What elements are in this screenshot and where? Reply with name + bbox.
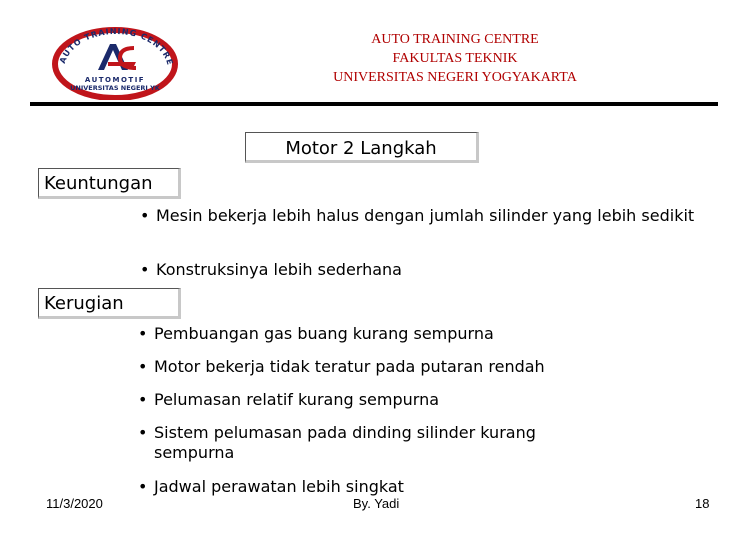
list-item: • Pelumasan relatif kurang sempurna [138,390,440,409]
auto-training-centre-logo [50,18,180,100]
institution-header [300,30,610,87]
footer-date: 11/3/2020 [46,496,103,511]
header-line-3: UNIVERSITAS NEGERI YOGYAKARTA [333,70,577,85]
header-divider [30,102,718,106]
logo-line-1: AUTOMOTIF [84,76,146,84]
list-item: • Konstruksinya lebih sederhana [140,260,402,279]
list-item: • Motor bekerja tidak teratur pada putaran rendah [138,357,545,376]
logo-arc-text: AUTO TRAINING CENTRE [57,26,175,67]
slide-title: Motor 2 Langkah [245,132,479,163]
header-line-1: AUTO TRAINING CENTRE [371,32,539,47]
list-item: • Jadwal perawatan lebih singkat [138,477,404,496]
bullet-icon: • [138,423,148,442]
section-heading-kerugian: Kerugian [38,288,181,319]
bullet-icon: • [138,357,148,376]
list-item: • Sistem pelumasan pada dinding silinder kurang sempurna [138,423,536,462]
list-item: • Pembuangan gas buang kurang sempurna [138,324,494,343]
bullet-icon: • [138,390,148,409]
list-item: • Mesin bekerja lebih halus dengan jumlah silinder yang lebih sedikit [140,206,695,225]
bullet-icon: • [138,477,148,496]
header-line-2: FAKULTAS TEKNIK [392,51,518,66]
bullet-icon: • [138,324,148,343]
footer-author: By. Yadi [353,496,400,511]
bullet-icon: • [140,206,150,225]
section-heading-keuntungan: Keuntungan [38,168,181,199]
footer-page-number: 18 [695,496,710,511]
logo-line-2: UNIVERSITAS NEGERI YK [70,84,160,92]
bullet-icon: • [140,260,150,279]
